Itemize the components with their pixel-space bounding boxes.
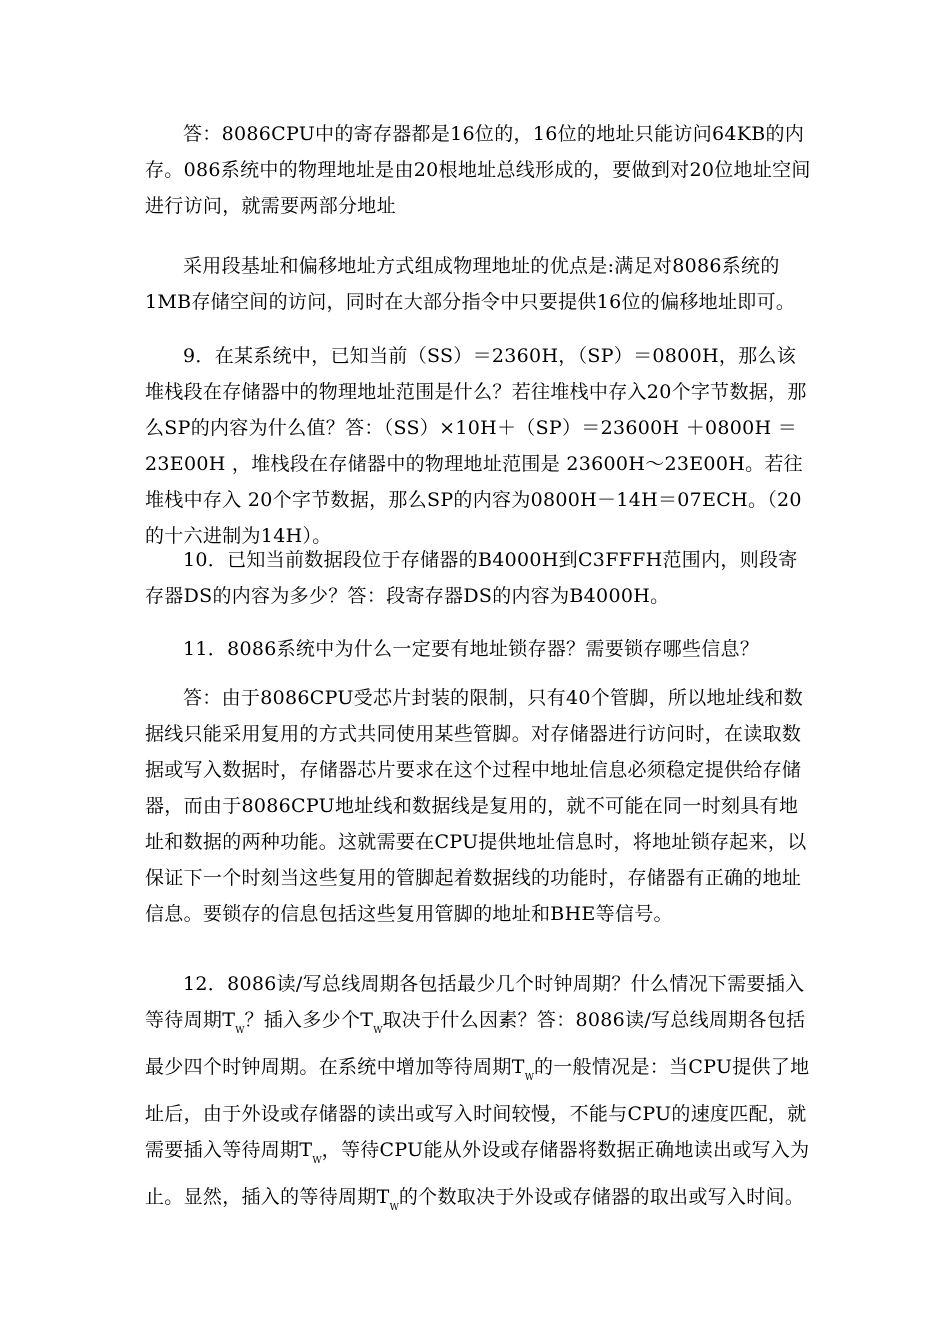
- paragraph-advantage: [145, 248, 815, 320]
- subscript-w: W: [373, 1026, 383, 1036]
- text-segment: ？插入多少个T: [244, 1009, 374, 1031]
- text-segment: 的个数取决于外设或存储器的取出或写入时间。: [398, 1186, 805, 1208]
- paragraph-question-10: [145, 542, 815, 614]
- paragraph-text: 9．在某系统中，已知当前（SS）＝2360H，（SP）＝0800H，那么该堆栈段在存储器中的物理地址范围是什么？若往堆栈中存入20个字节数据，那么SP的内容为什么值？答：（SS）×10H＋（SP）＝23600H ＋0800H ＝23E00H ，堆栈段在存储器中的物理地址范围是 23600H～23E00H。若往堆栈中存入 20个字节数据，那么SP的内容为0800H－14H＝07ECH。（20的十六进制为14H）。: [145, 345, 807, 547]
- subscript-w: W: [524, 1073, 534, 1083]
- subscript-w: W: [312, 1156, 322, 1166]
- text-segment: 12．8086读/写总线周期各包括最少几个时钟周期？什么情况下需要插入等待周期T: [145, 973, 805, 1031]
- paragraph-question-9: [145, 338, 815, 554]
- paragraph-text: 10．已知当前数据段位于存储器的B4000H到C3FFFH范围内，则段寄存器DS的内容为多少？答：段寄存器DS的内容为B4000H。: [145, 549, 798, 607]
- paragraph-text: 采用段基址和偏移地址方式组成物理地址的优点是:满足对8086系统的1MB存储空间的访问，同时在大部分指令中只要提供16位的偏移地址即可。: [145, 255, 796, 313]
- paragraph-question-12: [145, 966, 815, 1226]
- paragraph-answer-8: [145, 116, 815, 224]
- text-segment: 取决于什么因素？答：8086读/写总线周期各包括最少四个时钟周期。在系统中增加等待周期T: [145, 1009, 806, 1078]
- subscript-w: W: [235, 1026, 245, 1036]
- paragraph-text: 答：由于8086CPU受芯片封装的限制，只有40个管脚，所以地址线和数据线只能采用复用的方式共同使用某些管脚。对存储器进行访问时，在读取数据或写入数据时，存储器芯片要求在这个过程中地址信息必须稳定提供给存储器，而由于8086CPU地址线和数据线是复用的，就不可能在同一时刻具有地址和数据的两种功能。这就需要在CPU提供地址信息时，将地址锁存起来，以保证下一个时刻当这些复用的管脚起着数据线的功能时，存储器有正确的地址信息。要锁存的信息包括这些复用管脚的地址和BHE等信号。: [145, 687, 807, 925]
- text-segment: 的一般情况是：当CPU提供了地址后，由于外设或存储器的读出或写入时间较慢，不能与CPU的速度匹配，就需要插入等待周期T: [145, 1056, 810, 1161]
- paragraph-answer-11: [145, 680, 815, 932]
- paragraph-text: [145, 966, 815, 1226]
- paragraph-text: 答：8086CPU中的寄存器都是16位的，16位的地址只能访问64KB的内存。086系统中的物理地址是由20根地址总线形成的，要做到对20位地址空间进行访问，就需要两部分地址: [145, 123, 811, 217]
- paragraph-question-11: [145, 631, 815, 667]
- text-segment: ，等待CPU能从外设或存储器将数据正确地读出或写入为止。显然，插入的等待周期T: [145, 1139, 810, 1208]
- subscript-w: W: [389, 1203, 399, 1213]
- paragraph-text: 11．8086系统中为什么一定要有地址锁存器？需要锁存哪些信息？: [183, 638, 760, 660]
